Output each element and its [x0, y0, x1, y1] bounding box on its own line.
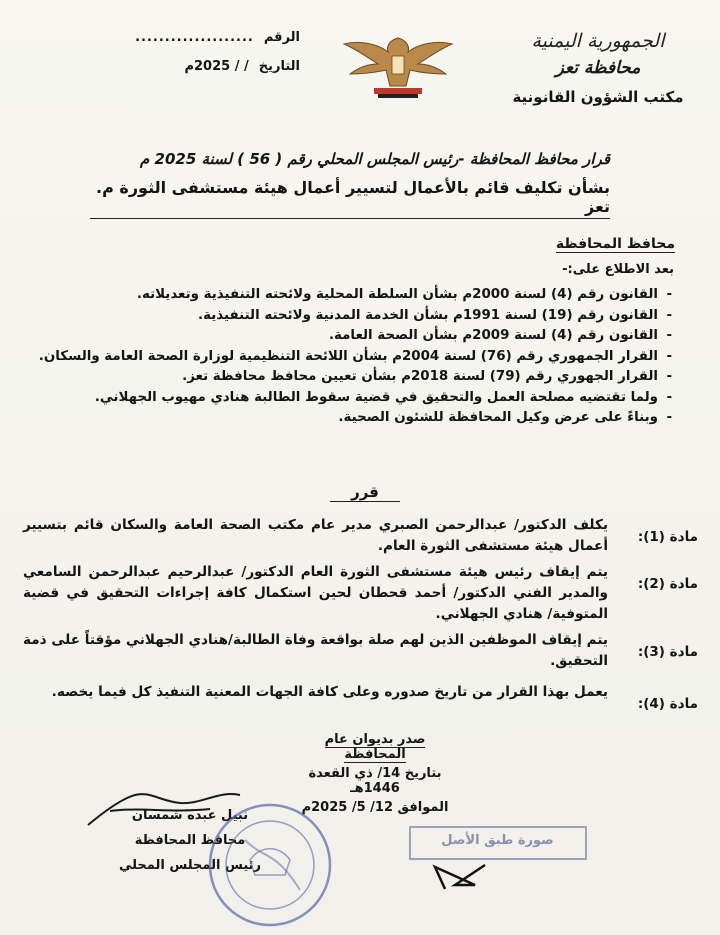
article-2 [23, 562, 698, 625]
initials-signature-icon [415, 855, 495, 895]
preamble-item: - القانون رقم (4) لسنة 2009م بشأن الصحة العامة. [328, 328, 672, 343]
date-value: / / 2025م [184, 59, 249, 74]
article-name: مادة (1): [637, 529, 698, 545]
republic-name: الجمهورية اليمنية [531, 30, 665, 52]
issued-hijri-date: بتاريخ 14/ ذي القعدة 1446هـ [308, 766, 442, 796]
after-review-label: بعد الاطلاع على:- [562, 262, 674, 277]
article-text: يعمل بهذا القرار من تاريخ صدوره وعلى كافة الجهات المعنية التنفيذ كل فيما يخصه. [51, 684, 608, 700]
article-text: يتم إيقاف رئيس هيئة مستشفى الثورة العام الدكتور/ عبدالرحيم عبدالرحمن السامعي والمدير الفني الدكتور/ أحمد قحطان لحين استكمال كافة إجراءات التحقيق في قضية المتوفية/ هنادي الجهلاني. [23, 564, 608, 622]
preamble-item: - وبناءً على عرض وكيل المحافظة للشئون الصحية. [338, 410, 672, 425]
preamble-item: - ولما تقتضيه مصلحة العمل والتحقيق في قضية سقوط الطالبة هنادي مهيوب الجهلاني. [94, 389, 672, 405]
issued-at: صدر بديوان عام المحافظة [324, 732, 426, 762]
reference-block [100, 30, 300, 88]
article-name: مادة (2): [637, 576, 698, 592]
official-round-seal-icon [205, 800, 335, 930]
preamble-item: - القرار الجمهوري رقم (76) لسنة 2004م بشأن اللائحة التنظيمية لوزارة الصحة العامة والسكان. [38, 348, 672, 364]
decided-heading: قرر [330, 483, 400, 502]
letterhead-right [498, 30, 698, 106]
date-label: التاريخ [258, 59, 300, 74]
decision-subject: بشأن تكليف قائم بالأعمال لتسيير أعمال هيئة مستشفى الثورة م. تعز [90, 178, 610, 219]
yemen-eagle-emblem-icon [338, 30, 458, 100]
preamble-item: - القرار الجهوري رقم (79) لسنة 2018م بشأن تعيين محافظ محافظة تعز. [182, 369, 672, 384]
article-text: يتم إيقاف الموظفين الذين لهم صلة بواقعة وفاة الطالبة/هنادي الجهلاني مؤقتاً على ذمة التحقيق. [23, 632, 608, 669]
decision-subject-wrap [90, 178, 610, 219]
article-3 [23, 630, 698, 672]
article-1 [23, 515, 698, 557]
article-4 [23, 682, 698, 712]
governorate-name: محافظة تعز [555, 58, 641, 78]
article-name: مادة (4): [637, 696, 698, 712]
preamble-item: - القانون رقم (19) لسنة 1991م بشأن الخدمة المدنية ولائحته التنفيذية. [198, 307, 672, 323]
preamble-list [32, 285, 672, 429]
signatory-title: محافظ المحافظة [134, 833, 246, 848]
office-name: مكتب الشؤون القانونية [512, 88, 684, 106]
signatory-name: نبيل عبده شمسان [131, 808, 249, 823]
signatory-council: رئيس المجلس المحلي [118, 858, 262, 873]
issued-gregorian-date: الموافق 12/ 5/ 2025م [301, 800, 449, 815]
decision-title: قرار محافظ المحافظة -رئيس المجلس المحلي رقم ( 56 ) لسنة 2025 م [140, 150, 610, 168]
governor-heading: محافظ المحافظة [555, 236, 675, 252]
number-value: .................... [135, 30, 254, 45]
number-label: الرقم [263, 30, 300, 45]
certified-copy-stamp-text: صورة طبق الأصل [441, 833, 554, 848]
article-text: يكلف الدكتور/ عبدالرحمن الصبري مدير عام مكتب الصحة العامة والسكان قائم بتسيير أعمال هيئة مستشفى الثورة العام. [23, 517, 608, 554]
article-name: مادة (3): [637, 644, 698, 660]
preamble-item: - القانون رقم (4) لسنة 2000م بشأن السلطة المحلية ولائحته التنفيذية وتعديلاته. [136, 287, 672, 302]
